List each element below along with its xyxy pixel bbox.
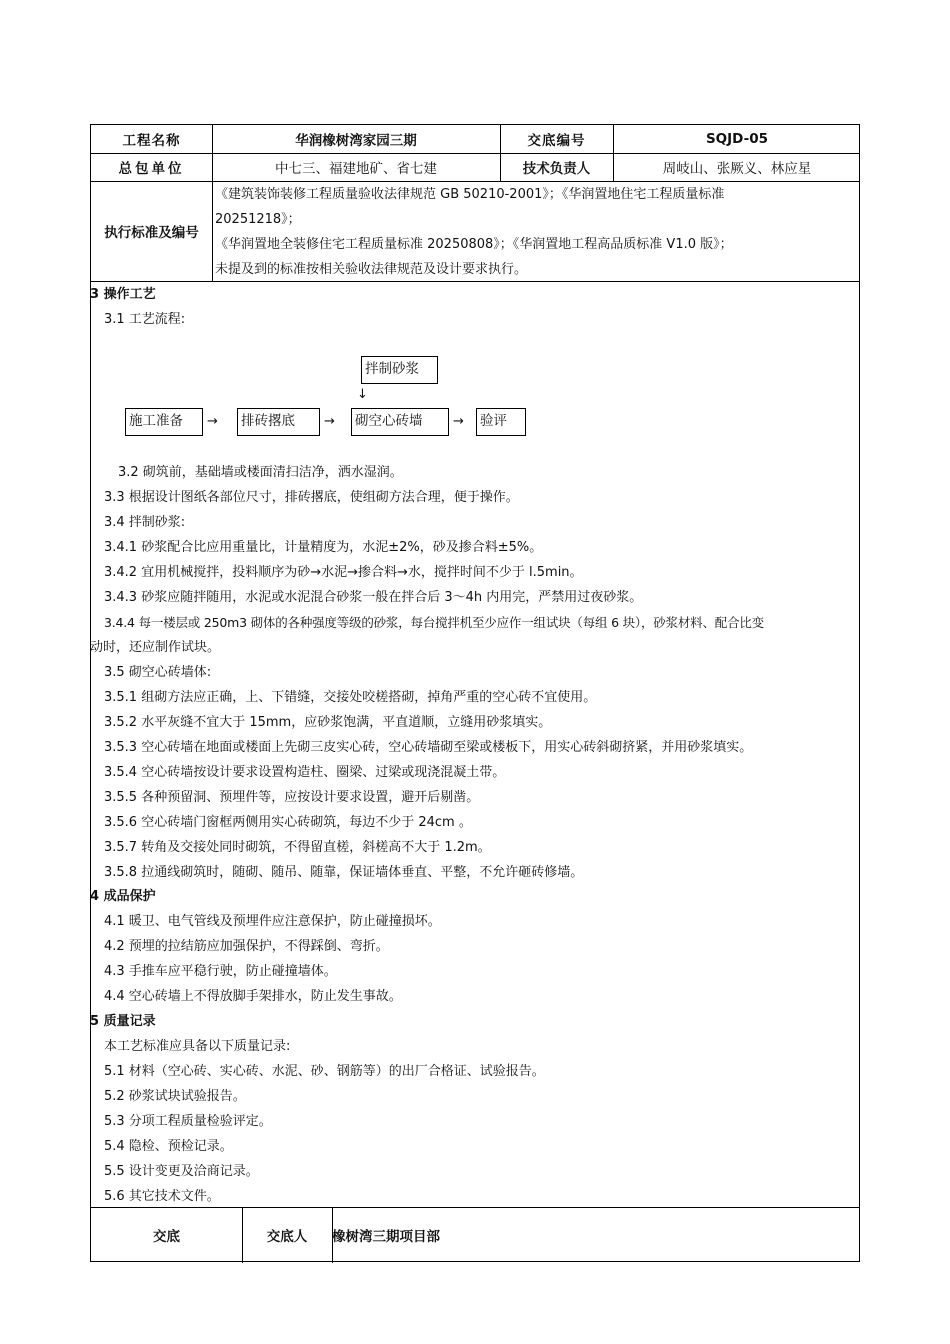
flow-box-prepare: 施工准备: [125, 408, 203, 436]
para-5-4: 5.4 隐检、预检记录。: [104, 1139, 233, 1154]
standard-label: 执行标准及编号: [104, 225, 199, 241]
disclose-label: 交底: [153, 1229, 180, 1245]
para-3-4: 3.4 拌制砂浆:: [104, 515, 186, 530]
disclosure-code-label: 交底编号: [527, 133, 586, 149]
discloser-label: 交底人: [266, 1229, 308, 1245]
para-3-5-5: 3.5.5 各种预留洞、预埋件等，应按设计要求设置，避开后剔凿。: [104, 790, 480, 805]
disclosure-code-value: SQJD-05: [705, 131, 769, 147]
discloser-value: 橡树湾三期项目部: [332, 1229, 440, 1245]
para-3-1: 3.1 工艺流程:: [104, 312, 186, 327]
para-4-3: 4.3 手推车应平稳行驶，防止碰撞墙体。: [104, 964, 337, 979]
tech-lead-label: 技术负责人: [522, 161, 591, 177]
para-5-6: 5.6 其它技术文件。: [104, 1189, 220, 1204]
contractor-label: 总包单位: [118, 161, 185, 177]
project-name-value: 华润橡树湾家园三期: [295, 133, 417, 149]
para-3-3: 3.3 根据设计图纸各部位尺寸，排砖撂底，使组砌方法合理，便于操作。: [104, 490, 519, 505]
para-5-5: 5.5 设计变更及洽商记录。: [104, 1164, 259, 1179]
para-3-4-2: 3.4.2 宜用机械搅拌，投料顺序为砂→水泥→掺合料→水，搅拌时间不少于 l.5min。: [104, 565, 583, 580]
para-4-4: 4.4 空心砖墙上不得放脚手架排水，防止发生事故。: [104, 989, 402, 1004]
content-body: [90, 284, 860, 1204]
para-3-5-4: 3.5.4 空心砖墙按设计要求设置构造柱、圈梁、过梁或现浇混凝土带。: [104, 765, 506, 780]
para-4-1: 4.1 暖卫、电气管线及预埋件应注意保护，防止碰撞损坏。: [104, 914, 441, 929]
para-5-3: 5.3 分项工程质量检验评定。: [104, 1114, 272, 1129]
section-3-title: 3 操作工艺: [90, 287, 156, 302]
section-5-title: 5 质量记录: [90, 1014, 156, 1029]
standard-line: 20251218》；: [215, 212, 301, 227]
para-3-2: 3.2 砌筑前，基础墙或楼面清扫洁净，洒水湿润。: [118, 465, 403, 480]
flow-box-mix-mortar: 拌制砂浆: [361, 356, 438, 384]
para-5-1: 5.1 材料（空心砖、实心砖、水泥、砂、钢筋等）的出厂合格证、试验报告。: [104, 1064, 545, 1079]
project-name-label: 工程名称: [122, 133, 181, 149]
para-3-4-1: 3.4.1 砂浆配合比应用重量比，计量精度为，水泥±2%，砂及掺合料±5%。: [104, 540, 543, 555]
down-arrow-icon: ↓: [357, 387, 368, 402]
standard-line: 《建筑装饰装修工程质量验收法律规范 GB 50210-2001》；《华润置地住宅工程质量标准: [215, 187, 725, 202]
para-3-5-3: 3.5.3 空心砖墙在地面或楼面上先砌三皮实心砖，空心砖墙砌至梁或楼板下，用实心砖斜砌挤紧，并用砂浆填实。: [104, 740, 753, 755]
standard-line: 《华润置地全装修住宅工程质量标准 20250808》；《华润置地工程高品质标准 V1.0 版》；: [215, 237, 733, 252]
right-arrow-icon: →: [453, 414, 464, 429]
para-5-intro: 本工艺标准应具备以下质量记录:: [104, 1039, 291, 1054]
tech-lead-value: 周岐山、张厥义、林应星: [662, 161, 812, 177]
right-arrow-icon: →: [324, 414, 335, 429]
right-arrow-icon: →: [207, 414, 218, 429]
para-3-5: 3.5 砌空心砖墙体:: [104, 665, 212, 680]
para-4-2: 4.2 预埋的拉结筋应加强保护，不得踩倒、弯折。: [104, 939, 389, 954]
para-3-5-8: 3.5.8 拉通线砌筑时，随砌、随吊、随靠，保证墙体垂直、平整，不允许砸砖修墙。: [104, 865, 584, 880]
flow-box-evaluate: 验评: [476, 408, 526, 436]
standard-text: [212, 182, 859, 280]
contractor-value: 中七三、福建地矿、省七建: [275, 161, 437, 177]
para-3-4-4-cont: 动时，还应制作试块。: [90, 640, 221, 655]
para-3-5-7: 3.5.7 转角及交接处同时砌筑，不得留直槎，斜槎高不大于 1.2m。: [104, 840, 491, 855]
para-3-5-6: 3.5.6 空心砖墙门窗框两侧用实心砖砌筑，每边不少于 24cm 。: [104, 815, 472, 830]
section-4-title: 4 成品保护: [90, 889, 156, 904]
para-3-4-4: 3.4.4 每一楼层或 250m3 砌体的各种强度等级的砂浆，每台搅拌机至少应作一组试块（每组 6 块），砂浆材料、配合比变: [104, 615, 764, 630]
standard-line: 未提及到的标准按相关验收法律规范及设计要求执行。: [215, 262, 528, 277]
para-3-5-1: 3.5.1 组砌方法应正确，上、下错缝，交接处咬槎搭砌，掉角严重的空心砖不宜使用。: [104, 690, 597, 705]
para-3-5-2: 3.5.2 水平灰缝不宜大于 15mm，应砂浆饱满，平直道顺，立缝用砂浆填实。: [104, 715, 552, 730]
flow-box-layout: 排砖撂底: [237, 408, 320, 436]
para-5-2: 5.2 砂浆试块试验报告。: [104, 1089, 246, 1104]
para-3-4-3: 3.4.3 砂浆应随拌随用，水泥或水泥混合砂浆一般在拌合后 3～4h 内用完，严禁用过夜砂浆。: [104, 590, 643, 605]
flow-box-build-wall: 砌空心砖墙: [351, 408, 449, 436]
